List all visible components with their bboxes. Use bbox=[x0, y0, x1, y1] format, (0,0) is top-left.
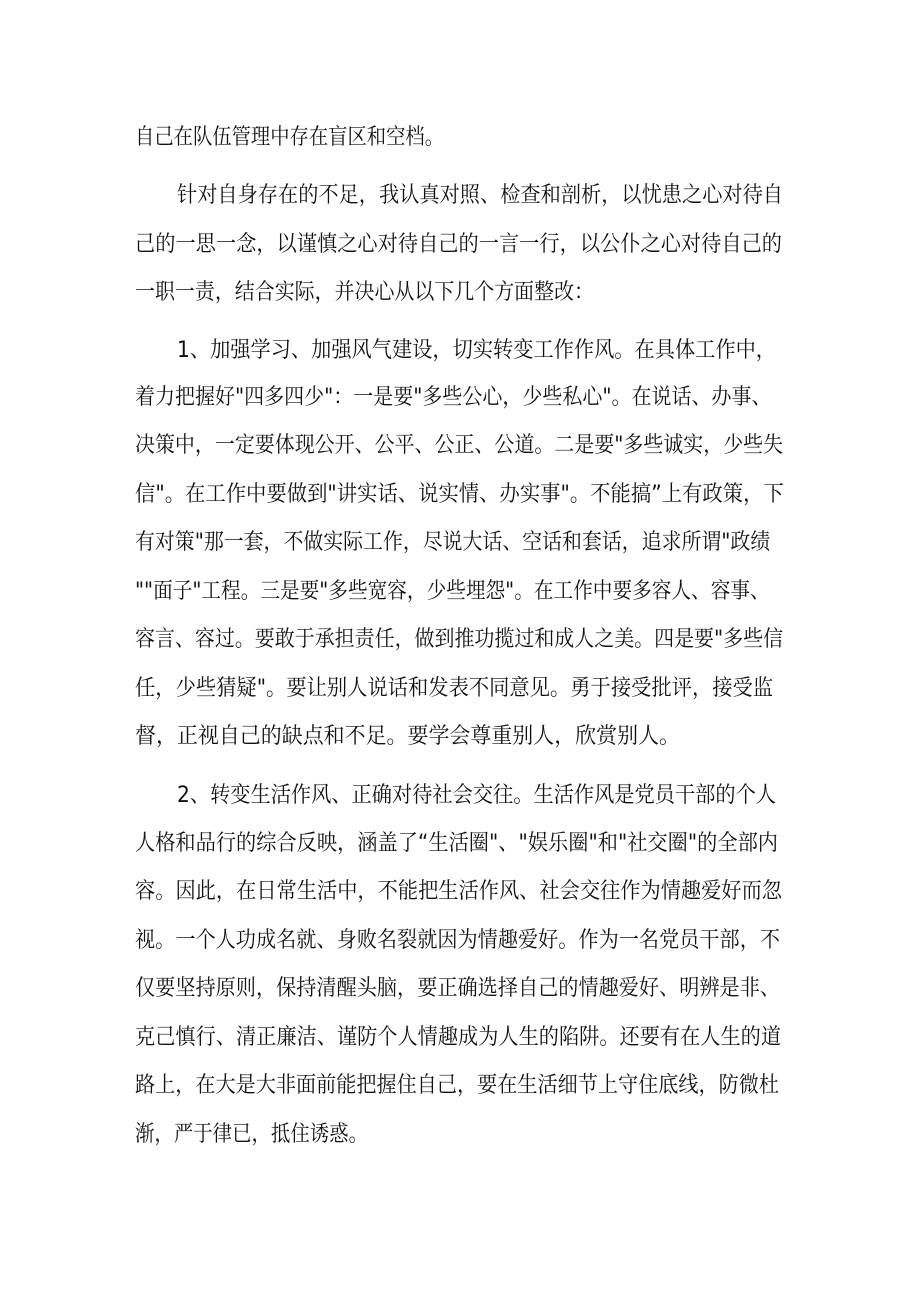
text-line: 克己慎行、清正廉洁、谨防个人情趣成为人生的陷阱。还要有在人生的道 bbox=[135, 1025, 782, 1050]
text-line: 渐，严于律已，抵住诱惑。 bbox=[135, 1122, 369, 1147]
text-line: 己的一思一念，以谨慎之心对待自己的一言一行，以公仆之心对待自己的 bbox=[135, 232, 783, 257]
text-line: 仅要坚持原则，保持清醒头脑，要正确选择自己的情趣爱好、明辨是非、 bbox=[135, 976, 781, 1001]
text-line: 信"。在工作中要做到"讲实话、说实情、办实事"。不能搞”上有政策，下 bbox=[135, 482, 784, 507]
text-line: 视。一个人功成名就、身败名裂就因为情趣爱好。作为一名党员干部，不 bbox=[135, 928, 781, 953]
text-line: 一职一责，结合实际，并决心从以下几个方面整改： bbox=[135, 280, 595, 305]
text-line: ""面子"工程。三是要"多些宽容，少些埋怨"。在工作中要多容人、容事、 bbox=[135, 579, 770, 604]
text-line: 任，少些猜疑"。要让别人说话和发表不同意见。勇于接受批评，接受监 bbox=[135, 676, 774, 701]
text-line: 着力把握好"四多四少"：一是要"多些公心，少些私心"。在说话、办事、 bbox=[135, 385, 772, 410]
text-line: 针对自身存在的不足，我认真对照、检查和剖析，以忧患之心对待自 bbox=[177, 183, 784, 208]
text-line: 人格和品行的综合反映，涵盖了“生活圈"、"娱乐圈"和"社交圈"的全部内 bbox=[135, 831, 778, 856]
text-line: 容言、容过。要敢于承担责任，做到推功揽过和成人之美。四是要"多些信 bbox=[135, 627, 784, 652]
text-line: 决策中，一定要体现公开、公平、公正、公道。二是要"多些诚实，少些失 bbox=[135, 433, 784, 458]
text-line: 督，正视自己的缺点和不足。要学会尊重别人，欣赏别人。 bbox=[135, 724, 681, 749]
text-line: 自己在队伍管理中存在盲区和空档。 bbox=[135, 125, 445, 150]
text-line: 路上，在大是大非面前能把握住自己，要在生活细节上守住底线，防微杜 bbox=[135, 1073, 780, 1098]
text-line: 容。因此，在日常生活中，不能把生活作风、社会交往作为情趣爱好而忽 bbox=[135, 879, 783, 904]
text-line: 2、转变生活作风、正确对待社会交往。生活作风是党员干部的个人 bbox=[177, 783, 776, 808]
text-line: 有对策"那一套，不做实际工作，尽说大话、空话和套话，追求所谓"政绩 bbox=[135, 530, 771, 555]
text-line: 1、加强学习、加强风气建设，切实转变工作作风。在具体工作中， bbox=[177, 338, 776, 363]
